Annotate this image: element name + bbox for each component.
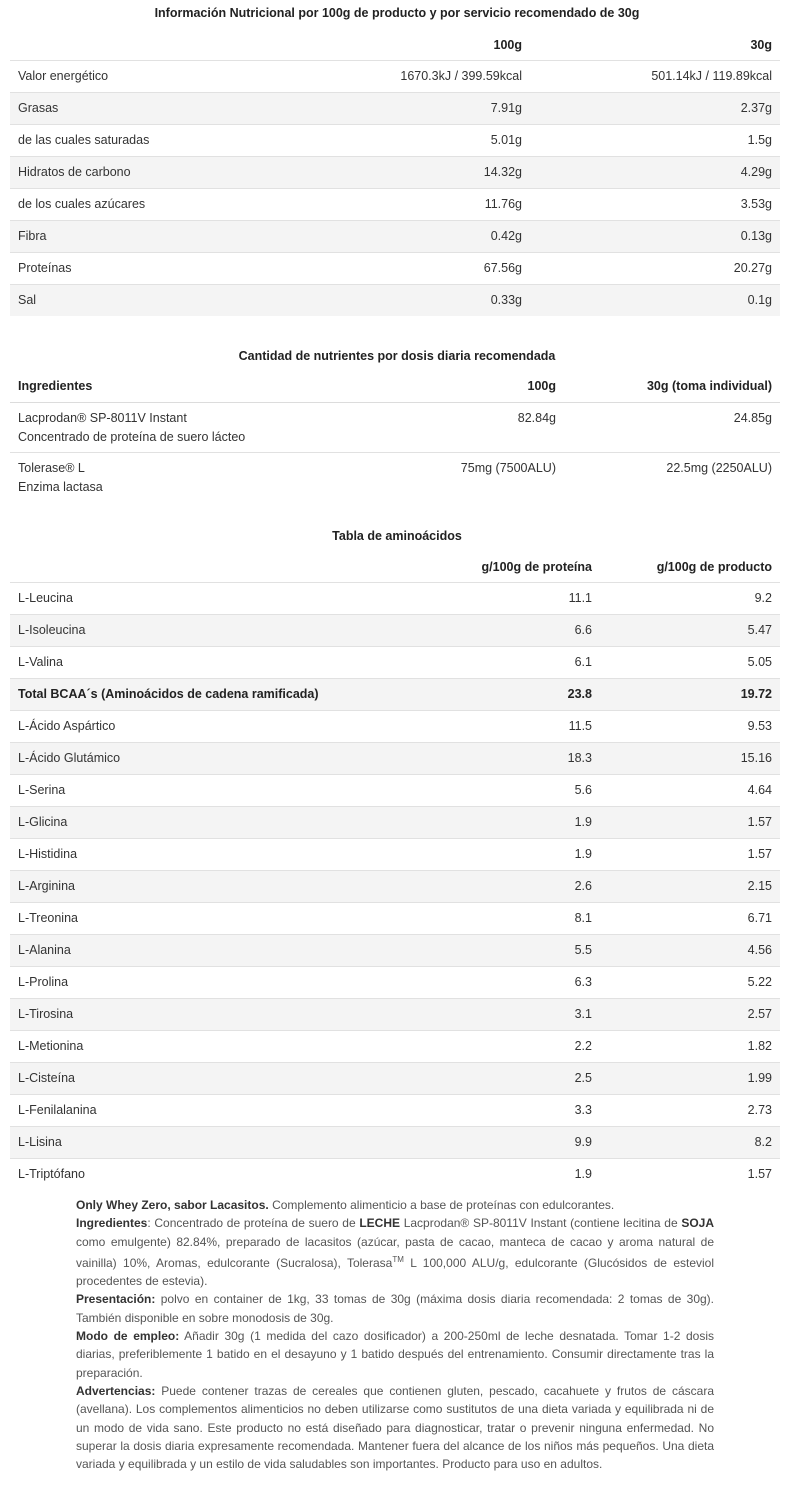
value-100g: 5.01g	[490, 133, 522, 147]
header-cell: g/100g de proteína	[481, 559, 592, 574]
value-30g: 2.37g	[740, 101, 772, 115]
total-bcaa-row	[10, 678, 780, 710]
table-row	[10, 614, 780, 646]
warnings-line	[76, 1382, 714, 1473]
ingredient-name: Tolerase® L	[18, 460, 85, 475]
table-row	[10, 1030, 780, 1062]
per-100g-protein: 3.1	[574, 1007, 592, 1021]
ingredients-label: Ingredientes	[76, 1216, 148, 1231]
header-cell	[10, 552, 450, 582]
ingredients-text: : Concentrado de proteína de suero de	[147, 1216, 360, 1231]
header-cell	[10, 30, 280, 60]
table-row	[10, 452, 780, 502]
table-row	[10, 934, 780, 966]
table-header-row	[10, 30, 780, 60]
per-100g-protein: 1.9	[574, 815, 592, 829]
amino-name: L-Tirosina	[18, 1007, 74, 1021]
header-cell: 30g (toma individual)	[646, 378, 772, 393]
per-100g-protein: 23.8	[567, 687, 592, 701]
per-100g-protein: 9.9	[574, 1135, 592, 1149]
value-30g: 1.5g	[747, 133, 772, 147]
per-100g-product: 2.57	[747, 1007, 772, 1021]
per-100g-protein: 6.3	[574, 975, 592, 989]
per-100g-product: 5.05	[747, 655, 772, 669]
value-100g: 0.42g	[490, 229, 522, 243]
per-100g-product: 1.57	[747, 847, 772, 861]
amino-name: L-Isoleucina	[18, 623, 86, 637]
allergen-soja: SOJA	[681, 1216, 714, 1231]
table-row	[10, 1158, 780, 1190]
value-100g: 75mg (7500ALU)	[460, 460, 556, 475]
product-name: Only Whey Zero, sabor Lacasitos.	[76, 1198, 269, 1212]
value-100g: 11.76g	[484, 197, 522, 211]
table-row	[10, 252, 780, 284]
per-100g-protein: 6.1	[574, 655, 592, 669]
value-100g: 82.84g	[517, 410, 556, 425]
table-row	[10, 582, 780, 614]
per-100g-product: 15.16	[740, 751, 772, 765]
ingredient-subtitle: Concentrado de proteína de suero lácteo	[18, 429, 246, 444]
amino-title: Tabla de aminoácidos	[332, 529, 462, 543]
table-row	[10, 60, 780, 92]
presentation-label: Presentación:	[76, 1292, 156, 1307]
value-100g: 67.56g	[483, 261, 522, 275]
value-100g: 1670.3kJ / 399.59kcal	[400, 69, 522, 83]
dosis-table	[10, 370, 780, 502]
table-header-row	[10, 552, 780, 582]
amino-name: L-Serina	[18, 783, 66, 797]
nutrient-name: Proteínas	[18, 261, 72, 275]
per-100g-protein: 3.3	[574, 1103, 592, 1117]
value-30g: 22.5mg (2250ALU)	[666, 460, 772, 475]
value-30g: 4.29g	[740, 165, 772, 179]
amino-name: L-Triptófano	[18, 1167, 85, 1182]
amino-name: L-Valina	[18, 655, 63, 669]
table-row	[10, 156, 780, 188]
nutrient-name: de las cuales saturadas	[18, 133, 150, 147]
per-100g-protein: 5.5	[574, 943, 592, 957]
table-row	[10, 1062, 780, 1094]
ingredients-text: como emulgente) 82.84%, preparado de lacasitos (azúcar, pasta de cacao, manteca de cacao y aroma natural de vainilla) 10%, Aromas, edulcorante (Sucralosa), Tolerasa	[76, 1234, 714, 1270]
amino-name: L-Lisina	[18, 1135, 62, 1149]
amino-name: L-Alanina	[18, 943, 71, 957]
dosis-rows	[10, 402, 780, 502]
per-100g-product: 4.64	[747, 783, 772, 797]
usage-text: Añadir 30g (1 medida del cazo dosificador) a 200-250ml de leche desnatada. Tomar 1-2 dosis diarias, preferiblemente 1 batido en el desayuno y 1 batido después del entrenamiento. Consumir directamente tras la preparación.	[76, 1329, 715, 1380]
ingredient-subtitle: Enzima lactasa	[18, 479, 103, 494]
table-row	[10, 284, 780, 316]
per-100g-protein: 8.1	[574, 911, 592, 925]
amino-name: L-Metionina	[18, 1039, 84, 1053]
amino-name: L-Ácido Aspártico	[18, 719, 116, 733]
per-100g-product: 9.2	[754, 591, 772, 605]
table-row	[10, 646, 780, 678]
per-100g-protein: 2.5	[574, 1071, 592, 1085]
trademark-mark: TM	[392, 1254, 404, 1264]
allergen-leche: LECHE	[359, 1216, 401, 1231]
value-100g: 7.91g	[490, 101, 522, 115]
amino-name: L-Cisteína	[18, 1071, 75, 1085]
dosis-title: Cantidad de nutrientes por dosis diaria recomendada	[238, 349, 556, 363]
nutrient-name: Fibra	[18, 229, 47, 243]
table-header-row	[10, 370, 780, 402]
table-row	[10, 710, 780, 742]
per-100g-protein: 2.2	[574, 1039, 592, 1053]
per-100g-protein: 11.5	[568, 719, 592, 733]
table-row	[10, 806, 780, 838]
warnings-label: Advertencias:	[76, 1383, 156, 1398]
table-row	[10, 870, 780, 902]
nutrient-name: Valor energético	[18, 69, 109, 83]
per-100g-product: 2.73	[747, 1103, 772, 1117]
usage-label: Modo de empleo:	[76, 1329, 180, 1344]
per-100g-product: 2.15	[747, 879, 772, 893]
per-100g-protein: 18.3	[567, 751, 592, 765]
per-100g-product: 1.57	[747, 815, 772, 829]
nutrient-name: Hidratos de carbono	[18, 165, 131, 179]
table-row	[10, 1094, 780, 1126]
value-100g: 14.32g	[483, 165, 522, 179]
amino-name: L-Arginina	[18, 879, 75, 893]
amino-name: L-Glicina	[18, 815, 68, 829]
table-row	[10, 902, 780, 934]
per-100g-product: 5.22	[747, 975, 772, 989]
per-100g-product: 6.71	[747, 911, 772, 925]
per-100g-protein: 6.6	[574, 623, 592, 637]
value-30g: 20.27g	[733, 261, 772, 275]
value-30g: 0.13g	[740, 229, 772, 243]
nutrient-name: Sal	[18, 293, 37, 308]
per-100g-protein: 2.6	[574, 879, 592, 893]
ingredients-text: Lacprodan® SP-8011V Instant (contiene lecitina de	[400, 1216, 682, 1231]
per-100g-product: 1.99	[747, 1071, 772, 1085]
amino-name: L-Prolina	[18, 975, 69, 989]
value-30g: 0.1g	[747, 293, 772, 308]
table-row	[10, 220, 780, 252]
product-desc: Complemento alimenticio a base de proteínas con edulcorantes.	[268, 1198, 615, 1212]
amino-table	[10, 552, 780, 1190]
per-100g-product: 1.82	[747, 1039, 772, 1053]
usage-line	[76, 1327, 714, 1382]
header-cell: 100g	[493, 37, 522, 52]
amino-name: L-Treonina	[18, 911, 78, 925]
presentation-line	[76, 1290, 714, 1327]
amino-name: L-Histidina	[18, 847, 78, 861]
amino-name: L-Ácido Glutámico	[18, 751, 121, 765]
table-row	[10, 838, 780, 870]
amino-rows	[10, 582, 780, 1190]
ingredient-cell	[10, 402, 300, 452]
nutrition-table	[10, 30, 780, 316]
ingredient-name: Lacprodan® SP-8011V Instant	[18, 410, 187, 425]
amino-name: Total BCAA´s (Aminoácidos de cadena ramificada)	[18, 687, 319, 701]
table-row	[10, 774, 780, 806]
per-100g-product: 4.56	[747, 943, 772, 957]
header-cell: 30g	[750, 37, 772, 52]
per-100g-protein: 1.9	[574, 847, 592, 861]
amino-name: L-Leucina	[18, 591, 73, 605]
ingredient-cell	[10, 452, 300, 502]
product-line	[76, 1196, 714, 1214]
header-cell: g/100g de producto	[656, 559, 772, 574]
table-row	[10, 966, 780, 998]
table-row	[10, 998, 780, 1030]
ingredients-line	[76, 1214, 714, 1290]
presentation-text: polvo en container de 1kg, 33 tomas de 30g (máxima dosis diaria recomendada: 2 tomas de 30g). También disponible en sobre monodosis de 30g.	[76, 1292, 714, 1325]
nutrient-name: de los cuales azúcares	[18, 197, 146, 211]
product-notes	[76, 1196, 714, 1473]
per-100g-product: 1.57	[747, 1167, 772, 1182]
ingredients-text: L 100,000 ALU/g, edulcorante (Glucósidos de esteviol procedentes de estevia).	[76, 1255, 715, 1289]
nutrient-name: Grasas	[18, 101, 59, 115]
per-100g-product: 8.2	[754, 1135, 772, 1149]
per-100g-product: 19.72	[740, 687, 772, 701]
value-30g: 501.14kJ / 119.89kcal	[651, 69, 772, 83]
per-100g-protein: 5.6	[574, 783, 592, 797]
per-100g-product: 5.47	[747, 623, 772, 637]
value-30g: 24.85g	[733, 410, 772, 425]
header-cell: Ingredientes	[18, 378, 93, 393]
table-row	[10, 742, 780, 774]
table-row	[10, 92, 780, 124]
nutrition-title: Información Nutricional por 100g de producto y por servicio recomendado de 30g	[154, 6, 640, 20]
table-row	[10, 402, 780, 452]
amino-name: L-Fenilalanina	[18, 1103, 97, 1117]
header-cell: 100g	[527, 378, 556, 393]
nutrition-rows	[10, 60, 780, 316]
warnings-text: Puede contener trazas de cereales que contienen gluten, pescado, cacahuete y frutos de cáscara (avellana). Los complementos alimenticios no deben utilizarse como sustitutos de una dieta variada y equilibrada ni de un modo de vida sano. Este producto no está diseñado para diagnosticar, tratar o prevenir ninguna enfermedad. No superar la dosis diaria expresamente recomendada. Mantener fuera del alcance de los niños más pequeños. Una dieta variada y equilibrada y un estilo de vida saludables son importantes. Producto para uso en adultos.	[76, 1383, 714, 1472]
value-30g: 3.53g	[740, 197, 772, 211]
per-100g-product: 9.53	[747, 719, 772, 733]
per-100g-protein: 11.1	[568, 591, 592, 605]
table-row	[10, 124, 780, 156]
per-100g-protein: 1.9	[574, 1167, 592, 1182]
table-row	[10, 188, 780, 220]
value-100g: 0.33g	[490, 293, 522, 308]
table-row	[10, 1126, 780, 1158]
